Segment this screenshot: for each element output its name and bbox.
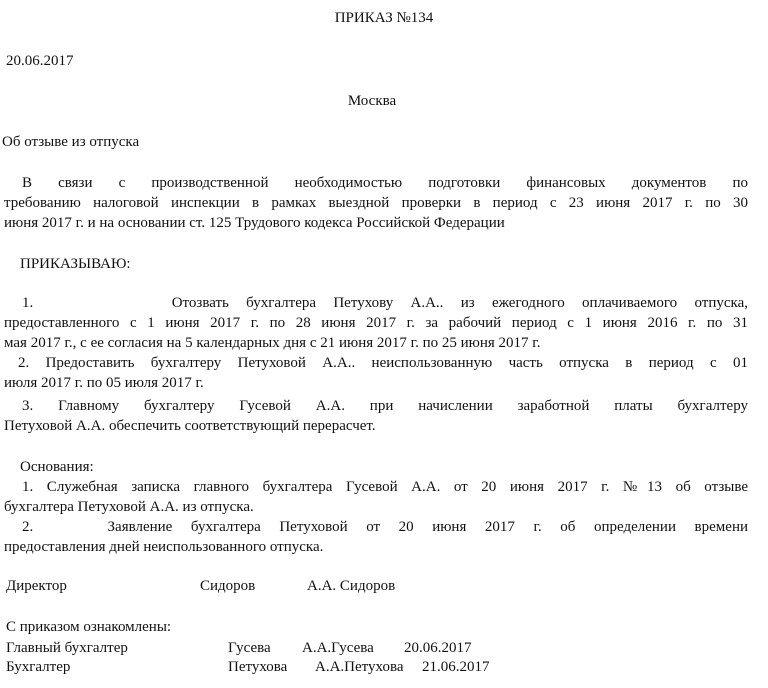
ground-1-line-2: бухгалтера Петуховой А.А. из отпуска. — [4, 499, 254, 515]
item-2-line-2: июля 2017 г. по 05 июля 2017 г. — [4, 375, 204, 391]
ground-1-line-1: 1. Служебная записка главного бухгалтера Гусевой А.А. от 20 июня 2017 г. №13 об отзыве — [22, 479, 748, 495]
ack-date-accountant: 21.06.2017 — [422, 659, 490, 675]
order-subject: Об отзыве из отпуска — [2, 134, 140, 150]
order-word: ПРИКАЗЫВАЮ: — [20, 256, 131, 272]
item-3-line-1: 3. Главному бухгалтеру Гусевой А.А. при начислении заработной платы бухгалтеру — [22, 398, 748, 414]
director-signature: Сидоров — [200, 578, 256, 594]
order-city: Москва — [347, 93, 397, 109]
item-1-line-3: мая 2017 г., с ее согласия на 5 календарных дня с 21 июня 2017 г. по 25 июня 2017 г. — [4, 335, 541, 351]
ack-position-accountant: Бухгалтер — [6, 659, 71, 675]
ack-name-chief: А.А.Гусева — [302, 640, 374, 656]
grounds-label: Основания: — [20, 459, 94, 475]
preamble-line-2: требованию налоговой инспекции в рамках выездной проверки в период с 23 июня 2017 г. по 30 — [4, 195, 748, 211]
ground-2-line-1: 2. Заявление бухгалтера Петуховой от 20 июня 2017 г. об определении времени — [22, 519, 748, 535]
director-position: Директор — [6, 578, 67, 594]
item-3-line-2: Петуховой А.А. обеспечить соответствующий перерасчет. — [4, 418, 376, 434]
preamble-line-1: В связи с производственной необходимостью подготовки финансовых документов по — [22, 175, 748, 191]
item-2-line-1: 2. Предоставить бухгалтеру Петуховой А.А.. неиспользованную часть отпуска в период с 01 — [18, 355, 748, 371]
item-1-line-1: 1. Отозвать бухгалтера Петухову А.А.. из ежегодного оплачиваемого отпуска, — [22, 295, 748, 311]
item-1-line-2: предоставленного с 1 июня 2017 г. по 28 июня 2017 г. за рабочий период с 1 июня 2016 г. по 31 — [4, 315, 748, 331]
ack-position-chief: Главный бухгалтер — [6, 640, 128, 656]
ground-2-line-2: предоставления дней неиспользованного отпуска. — [4, 539, 324, 555]
ack-signature-accountant: Петухова — [228, 659, 288, 675]
ack-signature-chief: Гусева — [228, 640, 271, 656]
preamble-line-3: июня 2017 г. и на основании ст. 125 Трудового кодекса Российской Федерации — [4, 215, 505, 231]
director-name: А.А. Сидоров — [307, 578, 396, 594]
order-title: ПРИКАЗ №134 — [334, 10, 434, 26]
acknowledged-label: С приказом ознакомлены: — [6, 619, 172, 635]
ack-date-chief: 20.06.2017 — [404, 640, 472, 656]
ack-name-accountant: А.А.Петухова — [315, 659, 404, 675]
order-date: 20.06.2017 — [6, 53, 74, 69]
